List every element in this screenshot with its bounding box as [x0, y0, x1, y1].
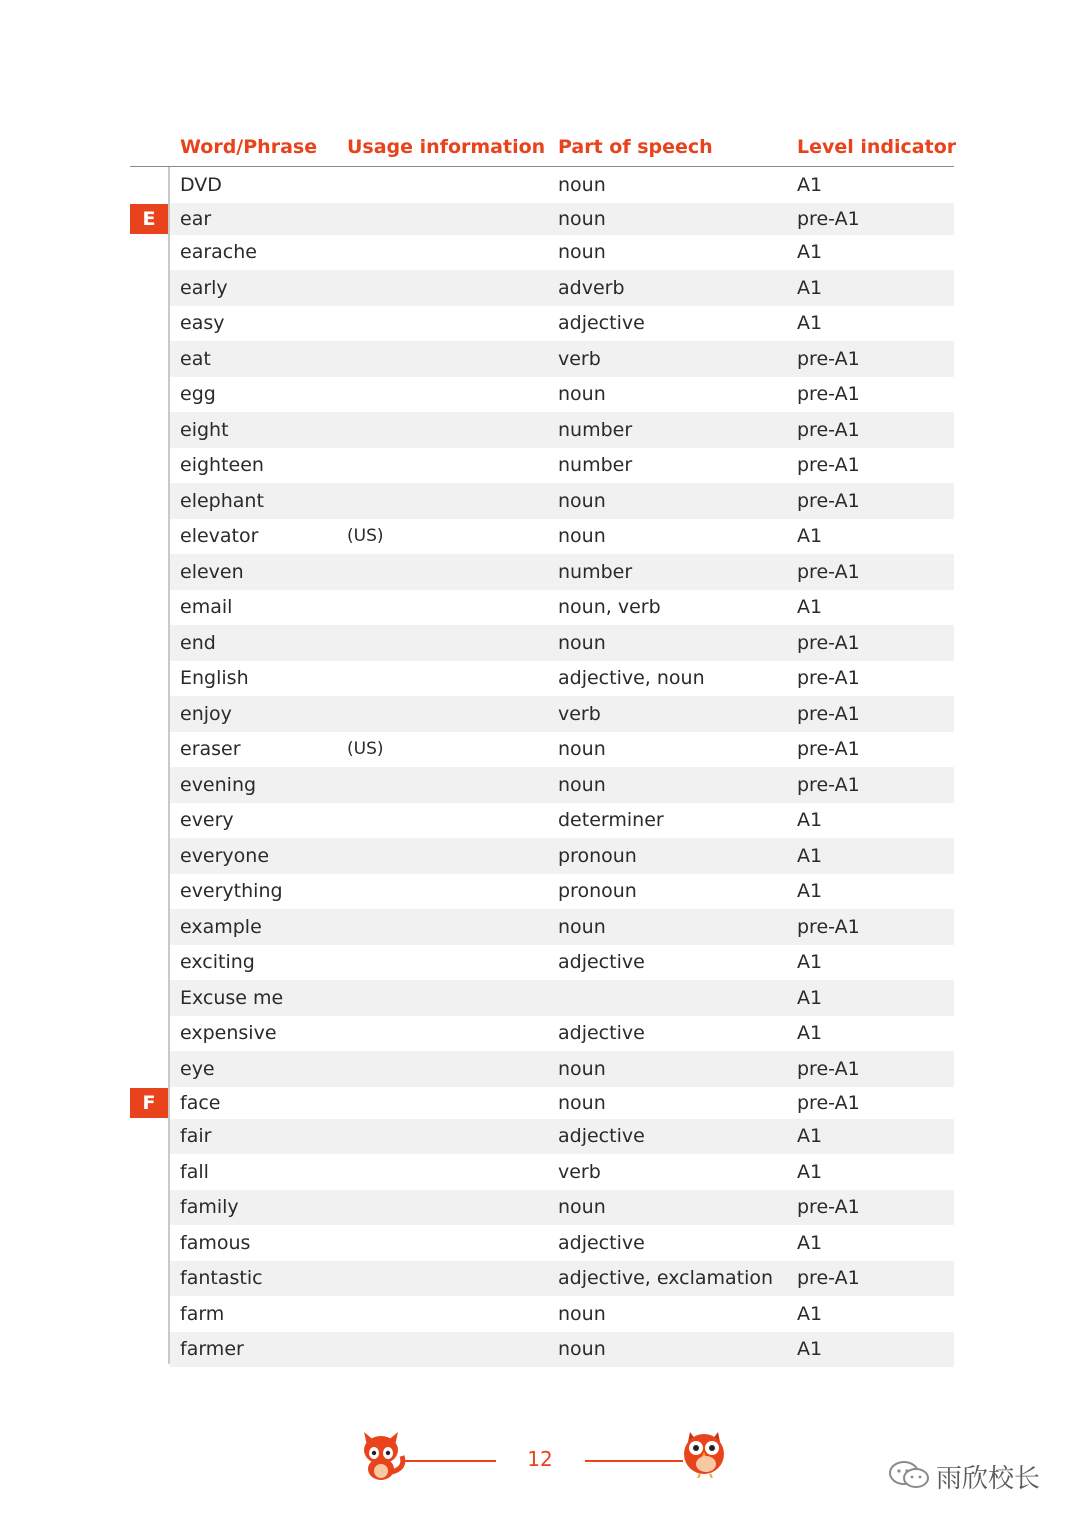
cell-part-of-speech: noun	[558, 738, 606, 761]
cell-word: end	[180, 631, 216, 654]
cell-level: pre-A1	[797, 773, 860, 796]
cell-level: pre-A1	[797, 702, 860, 725]
table-row	[170, 1190, 954, 1226]
cell-word: expensive	[180, 1022, 277, 1045]
cell-part-of-speech: pronoun	[558, 844, 637, 867]
cell-level: pre-A1	[797, 454, 860, 477]
table-row	[170, 590, 954, 626]
table-row	[170, 1225, 954, 1261]
table-row	[170, 306, 954, 342]
cell-part-of-speech: noun	[558, 525, 606, 548]
watermark-text: 雨欣校长	[936, 1464, 1041, 1494]
table-row	[170, 483, 954, 519]
cell-level: pre-A1	[797, 489, 860, 512]
cell-part-of-speech: noun	[558, 173, 606, 196]
cell-word: earache	[180, 241, 257, 264]
cell-level: A1	[797, 809, 823, 832]
cell-word: fair	[180, 1125, 212, 1148]
cell-level: A1	[797, 1125, 823, 1148]
cell-word: eight	[180, 418, 229, 441]
header-word: Word/Phrase	[180, 136, 318, 158]
table-row	[170, 203, 954, 235]
cell-word: elevator	[180, 525, 259, 548]
table-row	[170, 341, 954, 377]
table-row	[170, 945, 954, 981]
cell-word: everyone	[180, 844, 270, 867]
cell-part-of-speech: noun	[558, 1091, 606, 1114]
section-letter-badge: E	[130, 204, 168, 234]
cell-part-of-speech: determiner	[558, 809, 664, 832]
table-row	[170, 448, 954, 484]
table-row	[170, 1296, 954, 1332]
cell-word: farm	[180, 1302, 225, 1325]
cell-level: pre-A1	[797, 915, 860, 938]
cell-part-of-speech: adjective, exclamation	[558, 1267, 774, 1290]
cell-word: egg	[180, 383, 216, 406]
cell-level: A1	[797, 241, 823, 264]
cell-level: pre-A1	[797, 667, 860, 690]
cell-part-of-speech: noun	[558, 773, 606, 796]
cell-word: eraser	[180, 738, 241, 761]
table-row	[170, 625, 954, 661]
cell-level: A1	[797, 880, 823, 903]
cell-level: A1	[797, 1302, 823, 1325]
cell-word: English	[180, 667, 249, 690]
table-header	[130, 130, 957, 167]
fox-icon	[358, 1428, 408, 1482]
cell-level: pre-A1	[797, 631, 860, 654]
cell-word: enjoy	[180, 702, 232, 725]
cell-part-of-speech: number	[558, 560, 633, 583]
cell-word: evening	[180, 773, 257, 796]
cell-usage: (US)	[347, 739, 384, 760]
cell-level: pre-A1	[797, 1057, 860, 1080]
cell-part-of-speech: verb	[558, 1160, 601, 1183]
table-row	[170, 377, 954, 413]
table-row	[170, 1119, 954, 1155]
cell-level: A1	[797, 173, 823, 196]
cell-level: pre-A1	[797, 1196, 860, 1219]
table-row	[170, 1016, 954, 1052]
cell-level: pre-A1	[797, 383, 860, 406]
cell-level: A1	[797, 276, 823, 299]
cell-part-of-speech: noun	[558, 1338, 606, 1361]
cell-part-of-speech: noun	[558, 489, 606, 512]
cell-part-of-speech: noun	[558, 241, 606, 264]
cell-part-of-speech: noun	[558, 383, 606, 406]
section-letter-badge: F	[130, 1088, 168, 1118]
cell-part-of-speech: noun	[558, 1196, 606, 1219]
table-row	[170, 1332, 954, 1368]
cell-part-of-speech: verb	[558, 347, 601, 370]
watermark	[888, 1458, 1040, 1495]
cell-level: A1	[797, 1160, 823, 1183]
cell-part-of-speech: adjective	[558, 1231, 645, 1254]
cell-word: eye	[180, 1057, 215, 1080]
cell-level: A1	[797, 312, 823, 335]
table-row	[170, 732, 954, 768]
cell-part-of-speech: noun, verb	[558, 596, 661, 619]
table-row	[170, 554, 954, 590]
cell-level: A1	[797, 1338, 823, 1361]
cell-word: face	[180, 1091, 221, 1114]
cell-word: email	[180, 596, 233, 619]
cell-word: easy	[180, 312, 225, 335]
cell-level: pre-A1	[797, 1091, 860, 1114]
header-level: Level indicator	[797, 136, 957, 158]
cell-level: A1	[797, 986, 823, 1009]
table-row	[170, 767, 954, 803]
footer-rule-right	[585, 1460, 683, 1462]
table-row	[170, 1087, 954, 1119]
cell-part-of-speech: adjective	[558, 1022, 645, 1045]
cell-part-of-speech: adjective	[558, 1125, 645, 1148]
wechat-icon	[888, 1460, 932, 1490]
cell-word: exciting	[180, 951, 255, 974]
cell-part-of-speech: number	[558, 418, 633, 441]
cell-level: pre-A1	[797, 738, 860, 761]
cell-level: pre-A1	[797, 560, 860, 583]
cell-word: famous	[180, 1231, 251, 1254]
cell-word: elephant	[180, 489, 264, 512]
cell-word: fall	[180, 1160, 209, 1183]
table-row	[170, 909, 954, 945]
cell-word: eat	[180, 347, 211, 370]
cell-word: DVD	[180, 173, 222, 196]
owl-icon	[676, 1428, 730, 1478]
cell-word: ear	[180, 207, 212, 230]
table-row	[170, 519, 954, 555]
cell-level: pre-A1	[797, 347, 860, 370]
cell-word: every	[180, 809, 234, 832]
cell-part-of-speech: noun	[558, 1302, 606, 1325]
table-row	[170, 803, 954, 839]
cell-part-of-speech: verb	[558, 702, 601, 725]
cell-word: family	[180, 1196, 239, 1219]
cell-level: pre-A1	[797, 207, 860, 230]
table-row	[170, 167, 954, 203]
cell-level: A1	[797, 1022, 823, 1045]
cell-word: fantastic	[180, 1267, 263, 1290]
cell-usage: (US)	[347, 526, 384, 547]
cell-word: everything	[180, 880, 283, 903]
header-part-of-speech: Part of speech	[558, 136, 713, 158]
footer-rule-left	[404, 1460, 496, 1462]
cell-part-of-speech: adverb	[558, 276, 625, 299]
table-row	[170, 1261, 954, 1297]
vocabulary-table	[170, 167, 954, 1367]
table-row	[170, 696, 954, 732]
table-row	[170, 412, 954, 448]
table-row	[170, 1051, 954, 1087]
cell-level: pre-A1	[797, 1267, 860, 1290]
cell-level: A1	[797, 1231, 823, 1254]
table-row	[170, 235, 954, 271]
cell-word: eleven	[180, 560, 244, 583]
cell-level: A1	[797, 596, 823, 619]
cell-word: eighteen	[180, 454, 264, 477]
cell-part-of-speech: noun	[558, 915, 606, 938]
cell-word: example	[180, 915, 262, 938]
cell-part-of-speech: pronoun	[558, 880, 637, 903]
cell-level: pre-A1	[797, 418, 860, 441]
cell-part-of-speech: noun	[558, 631, 606, 654]
cell-level: A1	[797, 844, 823, 867]
table-row	[170, 980, 954, 1016]
table-row	[170, 874, 954, 910]
table-row	[170, 661, 954, 697]
cell-part-of-speech: adjective, noun	[558, 667, 705, 690]
cell-level: A1	[797, 951, 823, 974]
header-usage: Usage information	[347, 136, 546, 158]
cell-word: Excuse me	[180, 986, 284, 1009]
page-number: 12	[527, 1447, 553, 1471]
table-row	[170, 1154, 954, 1190]
cell-part-of-speech: noun	[558, 1057, 606, 1080]
cell-part-of-speech: adjective	[558, 951, 645, 974]
cell-word: farmer	[180, 1338, 244, 1361]
cell-part-of-speech: noun	[558, 207, 606, 230]
table-row	[170, 270, 954, 306]
cell-part-of-speech: adjective	[558, 312, 645, 335]
cell-part-of-speech: number	[558, 454, 633, 477]
cell-level: A1	[797, 525, 823, 548]
table-row	[170, 838, 954, 874]
cell-word: early	[180, 276, 228, 299]
